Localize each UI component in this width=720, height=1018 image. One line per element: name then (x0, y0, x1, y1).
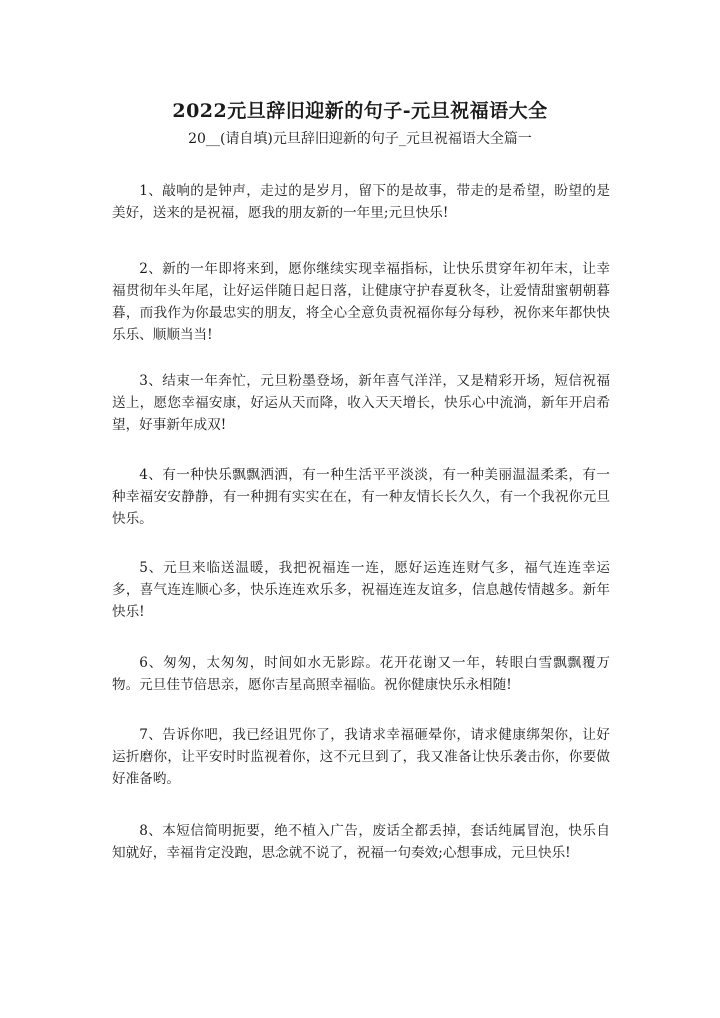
paragraph-2: 2、新的一年即将来到，愿你继续实现幸福指标，让快乐贯穿年初年末，让幸福贯彻年头年尾，让好运伴随日起日落，让健康守护春夏秋冬，让爱情甜蜜朝朝暮暮，而我作为你最忠实的朋友，将全心全意负责祝福你每分每秒，祝你来年都快快乐乐、顺顺当当! (112, 261, 610, 343)
paragraph-4: 4、有一种快乐飘飘洒洒，有一种生活平平淡淡，有一种美丽温温柔柔，有一种幸福安安静静，有一种拥有实实在在，有一种友情长长久久，有一个我祝你元旦快乐。 (112, 467, 610, 527)
paragraph-6: 6、匆匆，太匆匆，时间如水无影踪。花开花谢又一年，转眼白雪飘飘覆万物。元旦佳节倍思亲，愿你吉星高照幸福临。祝你健康快乐永相随! (112, 655, 610, 693)
paragraph-8: 8、本短信简明扼要，绝不植入广告，废话全都丢掉，套话纯属冒泡，快乐自知就好，幸福肯定没跑，思念就不说了，祝福一句奏效;心想事成，元旦快乐! (112, 823, 610, 861)
paragraph-3: 3、结束一年奔忙，元旦粉墨登场，新年喜气洋洋，又是精彩开场，短信祝福送上，愿您幸福安康，好运从天而降，收入天天增长，快乐心中流淌，新年开启希望，好事新年成双! (112, 373, 610, 433)
document-subtitle: 20__(请自填)元旦辞旧迎新的句子_元旦祝福语大全篇一 (188, 131, 532, 147)
paragraph-5: 5、元旦来临送温暖，我把祝福连一连，愿好运连连财气多，福气连连幸运多，喜气连连顺心多，快乐连连欢乐多，祝福连连友谊多，信息越传情越多。新年快乐! (112, 560, 610, 620)
paragraph-7: 7、告诉你吧，我已经诅咒你了，我请求幸福砸晕你，请求健康绑架你，让好运折磨你，让平安时时监视着你，这不元旦到了，我又准备让快乐袭击你，你要做好准备哟。 (112, 727, 610, 787)
document-title: 2022元旦辞旧迎新的句子-元旦祝福语大全 (172, 100, 548, 122)
paragraph-1: 1、敲响的是钟声，走过的是岁月，留下的是故事，带走的是希望，盼望的是美好，送来的是祝福，愿我的朋友新的一年里;元旦快乐! (112, 183, 610, 221)
